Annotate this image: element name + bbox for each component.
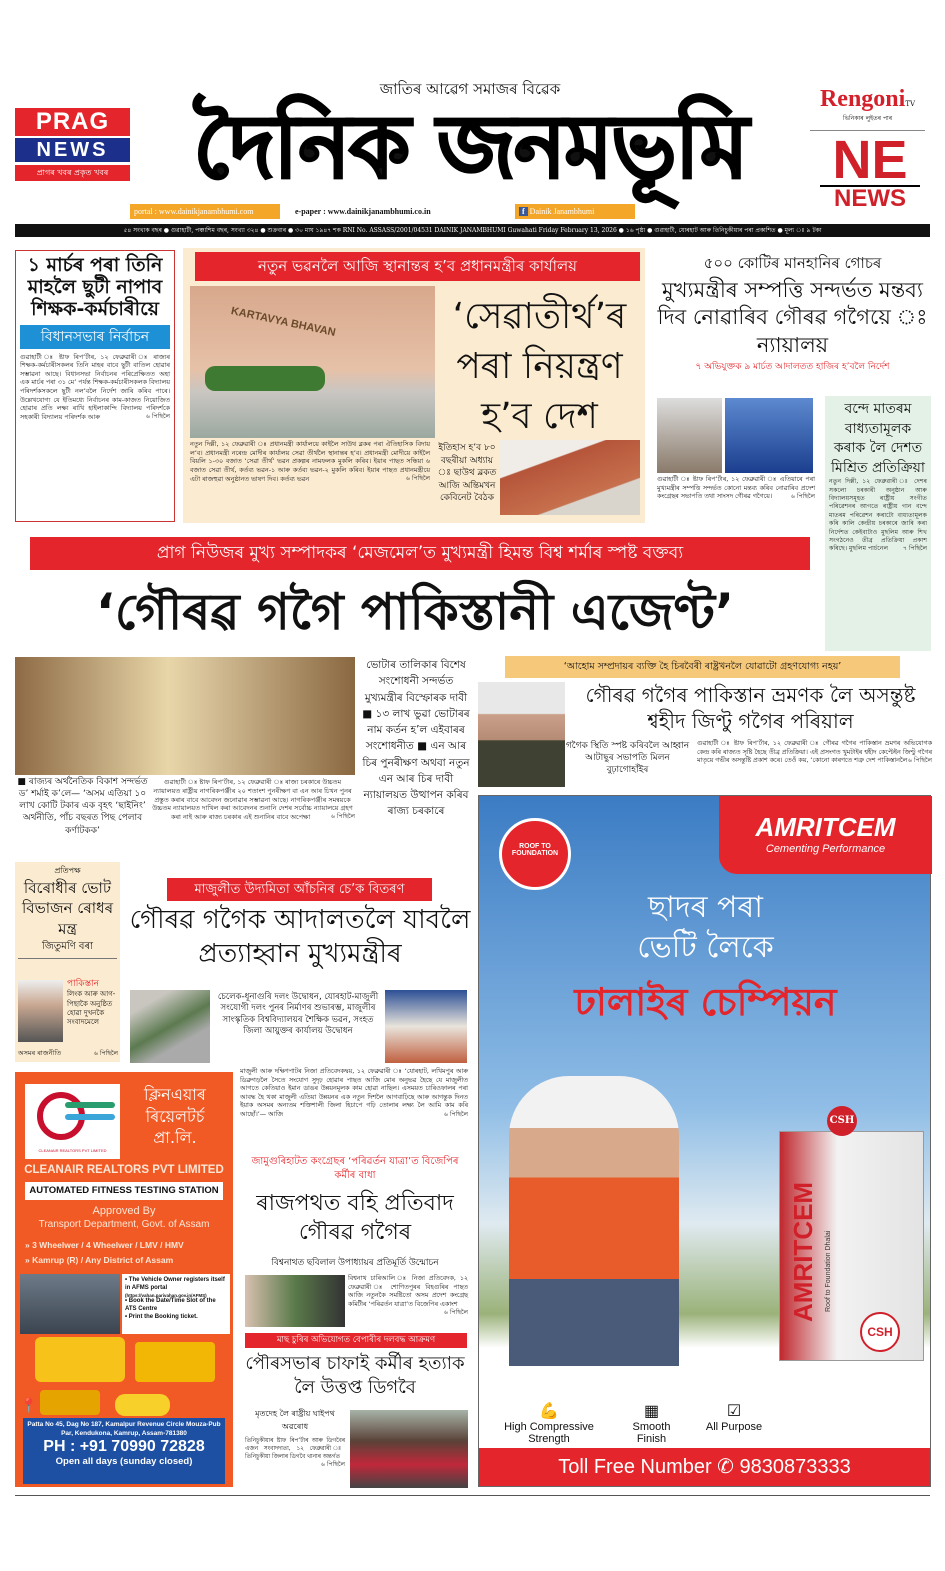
ne-news-logo: NE NEWS bbox=[820, 135, 920, 211]
facebook-link[interactable]: f Dainik Janambhumi bbox=[515, 204, 635, 219]
cleanair-ad[interactable]: CLEANAIR REALTORS PVT LIMITED ক্লিনএয়াৰ ৰিয়েলটৰ্চ প্ৰা.লি. CLEANAIR REALTORS PVT LIMITED AUTOMATED FITNESS TESTING STATION Approved By Transport Department, Govt. of Assam » 3 Wheelwer / 4 Wheelwer / LMV / HMV » Kamrup (R) / Any District of Assam • The Vehicle Owner registers itself in AFMS portal (https://vahan.parivahan.gov.in/AFMS) • Book the Date/Time Slot of the ATS Centre • Print the Booking ticket. 📍 Patta No 45, Dag No 187, Kamalpur Revenue Circle Mouza-Pub Par, Kendukona, Kamrup, Assam-781380 PH : +91 70990 72828 Open all days (sunday closed) bbox=[15, 1072, 233, 1487]
cement-bag: AMRITCEM Roof to Foundation Dhalai CSH bbox=[779, 1131, 924, 1361]
story-vande-mataram: বন্দে মাতৰম বাধ্যতামূলক কৰাক লৈ দেশত মিশ্ৰিত প্ৰতিক্ৰিয়া নতুন দিল্লী, ১২ ফেব্ৰুৱাৰী ঃ দেশৰ সকলো চৰকাৰী অনুষ্ঠান আৰু বিদ্যালয়সমূহত ৰাষ্ট্ৰীয় সংগীত পৰিৱেশনৰ আগতে ৰাষ্ট্ৰীয় গান বন্দে মাতৰম পৰিৱেশন কৰাটো বাধ্যতামূলক কৰি কালি কেন্দ্ৰীয় চৰকাৰে জাৰি কৰা নিৰ্দেশত কেইবাটাও মুছলিম আৰু শিখ সংগঠনেও তীব্ৰ প্ৰতিক্ৰিয়া প্ৰকাশ কৰিছে। মুছলিম পাৰ্চনেল ৭ পিছিলৈ bbox=[825, 396, 931, 651]
protest-photo bbox=[245, 1275, 345, 1327]
author-photo bbox=[18, 980, 63, 1042]
worker-photo bbox=[509, 1076, 679, 1366]
bridge-photo bbox=[130, 990, 210, 1063]
story-holiday: ১ মাৰ্চৰ পৰা তিনি মাহলৈ ছুটী নাপাব শিক্ষক-কৰ্মচাৰীয়ে বিধানসভাৰ নিৰ্বাচন গুৱাহাটী ঃ ষ্টাফ ৰিপ’ৰ্টাৰ, ১২ ফেব্ৰুৱাৰী ঃ ৰাজ্যৰ শিক্ষক-কৰ্মচাৰীসকলৰ তিনি মাহৰ বাবে ছুটী বাতিল হোৱাৰ সম্ভাৱনা আছে। বিধানসভা নিৰ্বাচনৰ পৰিপ্ৰেক্ষিতত অহা এক মাৰ্চৰ পৰা ৩১ মে’ পৰ্যন্ত শিক্ষক-কৰ্মচাৰীসকলক বিদ্যালয় পৰিদৰ্শকসকলে ছুটী নল’বলৈ নিৰ্দেশ জাৰি কৰিব পাৰে। উল্লেখযোগ্য যে ইতিমধ্যে নিৰ্বাচনৰ কাম-কাজত নিয়োজিত হোৱাৰ প্ৰতি লক্ষ্য ৰাখি হাইলাকান্দি বিদ্যালয় পৰিদৰ্শকে সহকাৰী বিদ্যালয় পৰিদৰ্শক আৰু ৬ পিছিলৈ bbox=[15, 250, 175, 522]
epaper-link[interactable]: e-paper : www.dainikjanambhumi.co.in bbox=[295, 207, 431, 216]
story-defamation: ৫০০ কোটিৰ মানহানিৰ গোচৰ মুখ্যমন্ত্ৰীৰ সম্পত্তি সন্দৰ্ভত মন্তব্য দিব নোৱাৰিব গৌৰৱ গগৈয়ে ঃ ন্যায়ালয় ৭ অভিযুক্তক ৯ মাৰ্চত আদালতত হাজিৰ হ’বলৈ নিৰ্দেশ bbox=[657, 254, 928, 372]
gaurav-gogoi-photo bbox=[657, 398, 722, 473]
truck-image bbox=[135, 1342, 215, 1382]
crowd-photo bbox=[350, 1410, 468, 1488]
lead-headline: ‘গৌৰৱ গগৈ পাকিস্তানী এজেণ্ট’ bbox=[95, 583, 735, 641]
lead-sidebar: ভোটাৰ তালিকাৰ বিশেষ সংশোধনী সন্দৰ্ভত মুখ্যমন্ত্ৰীৰ বিস্ফোৰক দাবী ■ ১৩ লাখ ভুৱা ভোটাৰৰ নাম কৰ্তন হ’ল এইবাৰৰ সংশোধনীত ■ এন আৰ চিৰ পুনৰীক্ষণ অথবা নতুন এন আৰ চিৰ দাবী ন্যায়ালয়ত উত্থাপন কৰিব ৰাজ্য চৰকাৰে bbox=[362, 659, 470, 818]
tagline: জাতিৰ আৱেগ সমাজৰ বিৱেক bbox=[379, 80, 561, 98]
prag-news-logo: PRAG NEWS প্ৰাগৰ খবৰ প্ৰকৃত খবৰ bbox=[15, 108, 130, 188]
kicker: বিধানসভাৰ নিৰ্বাচন bbox=[20, 325, 170, 349]
csh-icon: CSH bbox=[827, 1106, 857, 1136]
excavator-image bbox=[40, 1390, 100, 1415]
quote-bar: ‘আহোম সম্প্ৰদায়ৰ ব্যক্তি হৈ চিৰবৈৰী ৰাষ্ট্ৰখনলৈ যোৱাটো গ্ৰহণযোগ্য নহয়’ bbox=[505, 656, 900, 678]
feature-finish: ▦ Smooth Finish bbox=[619, 1401, 684, 1445]
bus-image bbox=[35, 1337, 125, 1382]
south-block-photo bbox=[500, 440, 640, 515]
lead-banner: প্ৰাগ নিউজৰ মুখ্য সম্পাদকৰ ‘মেজমেল’ত মুখ্যমন্ত্ৰী হিমন্ত বিশ্ব শৰ্মাৰ স্পষ্ট বক্তব্য bbox=[30, 537, 810, 570]
event-photo bbox=[385, 990, 467, 1063]
check-icon: ☑ bbox=[726, 1403, 742, 1420]
page-bottom-rule bbox=[15, 1495, 930, 1496]
story6-headline: গৌৰৱ গগৈক আদালতলৈ যাবলৈ প্ৰত্যাহ্বান মুখ্যমন্ত্ৰীৰ bbox=[129, 905, 471, 969]
rengoni-logo: RengoniTV ভিনিকাৰ লুইতৰ পাৰ bbox=[819, 86, 916, 122]
himanta-photo bbox=[725, 398, 813, 473]
jintu-gogoi-photo bbox=[478, 682, 565, 787]
phone-number[interactable]: PH : +91 70990 72828 bbox=[43, 1438, 205, 1456]
location-pin-icon: 📍 bbox=[20, 1397, 38, 1413]
story-headline: ‘সেৱাতীৰ্থ’ৰ পৰা নিয়ন্ত্ৰণ হ’ব দেশ bbox=[452, 296, 627, 437]
amritcem-ad[interactable]: ROOF TO FOUNDATION AMRITCEM Cementing Performance ছাদৰ পৰা ভেটি লৈকে ঢালাইৰ চেম্পিয়ন AMRITCEM Roof to Foundation Dhalai CSH CSH 💪 High Compressive Strength ▦ Smooth Finish ☑ All Purpose Toll Free Number ✆ 9830873333 bbox=[478, 795, 931, 1487]
strength-icon: 💪 bbox=[539, 1403, 559, 1420]
testing-station-photo bbox=[20, 1274, 120, 1334]
cleanair-logo: CLEANAIR REALTORS PVT LIMITED bbox=[25, 1084, 120, 1159]
kartavya-bhavan-photo: KARTAVYA BHAVAN bbox=[190, 286, 435, 438]
newspaper-title: দৈনিক জনমভূমি bbox=[193, 95, 747, 198]
feature-strength: 💪 High Compressive Strength bbox=[494, 1401, 604, 1445]
brick-icon: ▦ bbox=[643, 1403, 660, 1420]
column-pratipaksha: প্ৰতিপক্ষ বিৰোধীৰ ভোট বিভাজন ৰোধৰ মন্ত্ৰ জিতুমণি বৰা পাকিস্তান লিংক আৰু আগ-পিছাকৈ অনুষ্ঠিত হোৱা দুখনকৈ সংবাদমেলে অসমৰ ৰাজনীতি ৬ পিছিলৈ bbox=[15, 862, 120, 1062]
dateline-strip: ৫৪ সংখ্যক বছৰ ● গুৱাহাটী, পঞ্চাশিম বছৰ, সংখ্যা ৩২৪ ● শুক্ৰবাৰ ● ৩০ মাঘ ১৯৪৭ শক RNI No. ASSASS/2001/04531 DAINIK JANAMBHUMI Guwahati Friday February 13, 2026 ● ১৬ পৃষ্ঠা ● গুৱাহাটী, যোৰহাট আৰু তিনিচুকীয়াৰ পৰা প্ৰকাশিত ● মূল্য ঃ ৯ টকা bbox=[15, 224, 930, 237]
story-banner: নতুন ভৱনলৈ আজি স্থানান্তৰ হ’ব প্ৰধানমন্ত্ৰীৰ কাৰ্যালয় bbox=[195, 252, 640, 281]
portal-link[interactable]: portal : www.dainikjanambhumi.com bbox=[130, 204, 280, 219]
car-image bbox=[115, 1394, 170, 1416]
interview-photo bbox=[15, 657, 355, 775]
amritcem-logo: AMRITCEM Cementing Performance bbox=[719, 796, 932, 874]
roof-to-foundation-badge: ROOF TO FOUNDATION bbox=[499, 818, 571, 890]
feature-purpose: ☑ All Purpose bbox=[699, 1401, 769, 1433]
facebook-icon: f bbox=[519, 207, 528, 216]
tollfree-number[interactable]: Toll Free Number ✆ 9830873333 bbox=[479, 1448, 930, 1486]
